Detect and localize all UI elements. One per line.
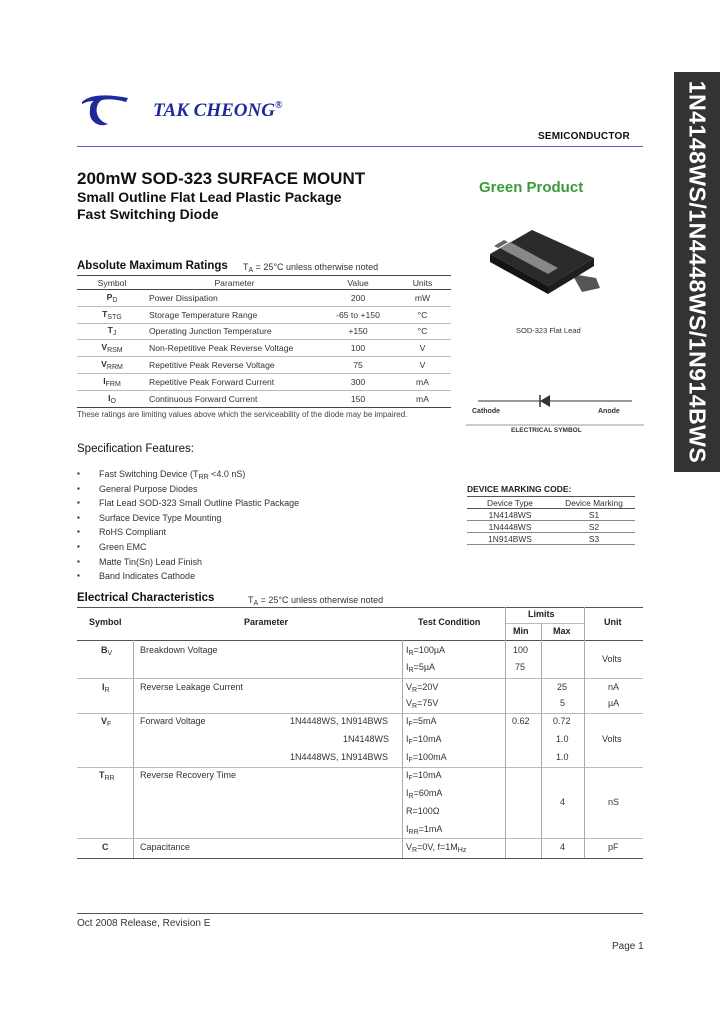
ir-test-1: $V_R=20V$ bbox=[406, 682, 439, 694]
bv-symbol: $B_V$ bbox=[101, 645, 113, 657]
footer-release: Oct 2008 Release, Revision E bbox=[77, 918, 211, 929]
ir-max-1: 25 bbox=[557, 682, 568, 692]
elec-col-symbol: Symbol bbox=[89, 617, 122, 627]
vf-test-3: $I_F=100mA$ bbox=[406, 752, 447, 764]
table-row: $P_D$ Power Dissipation 200 mW bbox=[77, 290, 451, 307]
vf-symbol: $V_F$ bbox=[101, 716, 112, 728]
list-item: ▪ Flat Lead SOD-323 Small Outline Plastic Package bbox=[77, 498, 397, 513]
table-row: 1N4148WS S1 bbox=[467, 509, 635, 521]
vf-device-3: 1N4448WS, 1N914BWS bbox=[290, 752, 389, 762]
trr-unit: nS bbox=[608, 797, 620, 807]
trr-test-3: R=100Ω bbox=[406, 806, 440, 816]
elec-condition: $T_A = 25^\circ C$ unless otherwise noted bbox=[248, 595, 384, 607]
abs-max-table bbox=[77, 275, 451, 408]
footer-rule bbox=[77, 913, 643, 914]
abs-max-condition: $T_A = 25^\circ C$ unless otherwise noted bbox=[243, 262, 379, 274]
list-item: ▪ RoHS Compliant bbox=[77, 527, 397, 542]
bv-min-2: 75 bbox=[515, 662, 526, 672]
vf-unit: Volts bbox=[602, 734, 622, 744]
elec-col-test: Test Condition bbox=[418, 617, 481, 627]
c-param: Capacitance bbox=[140, 842, 191, 852]
c-unit: pF bbox=[608, 842, 619, 852]
electrical-symbol bbox=[466, 387, 644, 427]
elec-col-max: Max bbox=[553, 626, 571, 636]
ir-test-2: $V_R=75V$ bbox=[406, 698, 439, 710]
trr-symbol: $T_{RR}$ bbox=[99, 770, 115, 782]
ir-param: Reverse Leakage Current bbox=[140, 682, 244, 692]
side-title: 1N4148WS/1N4448WS/1N914BWS bbox=[684, 80, 711, 464]
package-image bbox=[486, 222, 611, 304]
marking-table bbox=[467, 496, 635, 545]
anode-label: Anode bbox=[598, 408, 620, 415]
bv-min-1: 100 bbox=[513, 645, 529, 655]
elec-col-parameter: Parameter bbox=[244, 617, 289, 627]
bv-test-2: $I_R=5\mu A$ bbox=[406, 662, 436, 674]
subtitle-2: Fast Switching Diode bbox=[77, 206, 219, 222]
bv-param: Breakdown Voltage bbox=[140, 645, 218, 655]
marking-title: DEVICE MARKING CODE: bbox=[467, 484, 572, 494]
ir-unit-2: µA bbox=[608, 698, 620, 708]
ir-max-2: 5 bbox=[560, 698, 566, 708]
ir-unit-1: nA bbox=[608, 682, 620, 692]
elec-title: Electrical Characteristics bbox=[77, 592, 215, 604]
abs-max-footnote: These ratings are limiting values above which the serviceability of the diode may be impaired. bbox=[77, 410, 408, 419]
elec-col-unit: Unit bbox=[604, 617, 622, 627]
footer-page: Page 1 bbox=[612, 941, 644, 952]
list-item: ▪ Fast Switching Device ($T_{RR} <4.0$ nS) bbox=[77, 469, 397, 484]
vf-max-3: 1.0 bbox=[556, 752, 569, 762]
table-row: $I_O$ Continuous Forward Current 150 mA bbox=[77, 390, 451, 407]
c-test: $V_R=0V$, $f=1M_{Hz}$ bbox=[406, 842, 467, 854]
abs-max-title: Absolute Maximum Ratings bbox=[77, 260, 228, 272]
package-caption: SOD-323 Flat Lead bbox=[516, 326, 581, 335]
company-logo bbox=[80, 90, 130, 130]
elec-col-limits: Limits bbox=[528, 609, 555, 619]
spec-features-title: Specification Features: bbox=[77, 443, 194, 455]
company-name: TAK CHEONG® bbox=[153, 100, 283, 121]
trr-max: 4 bbox=[560, 797, 566, 807]
vf-max-1: 0.72 bbox=[553, 716, 571, 726]
list-item: ▪ Matte Tin(Sn) Lead Finish bbox=[77, 557, 397, 572]
green-product-label: Green Product bbox=[479, 179, 584, 196]
list-item: ▪ Green EMC bbox=[77, 542, 397, 557]
col-value: Value bbox=[322, 276, 394, 290]
page-title: 200mW SOD-323 SURFACE MOUNT bbox=[77, 169, 366, 188]
vf-max-2: 1.0 bbox=[556, 734, 569, 744]
subtitle-1: Small Outline Flat Lead Plastic Package bbox=[77, 189, 342, 205]
table-row: $V_{RRM}$ Repetitive Peak Reverse Voltage 75 V bbox=[77, 357, 451, 374]
col-symbol: Symbol bbox=[77, 276, 147, 290]
marking-header-row: Device Type Device Marking bbox=[467, 497, 635, 509]
table-row: $T_J$ Operating Junction Temperature +150 °C bbox=[77, 323, 451, 340]
abs-max-header-row bbox=[77, 276, 451, 290]
c-max: 4 bbox=[560, 842, 566, 852]
c-symbol: C bbox=[102, 842, 109, 852]
table-row: 1N4448WS S2 bbox=[467, 521, 635, 533]
bv-test-1: $I_R=100\mu A$ bbox=[406, 645, 446, 657]
vf-device-1: 1N4448WS, 1N914BWS bbox=[290, 716, 389, 726]
bv-unit: Volts bbox=[602, 654, 622, 664]
vf-test-1: $I_F=5mA$ bbox=[406, 716, 437, 728]
electrical-symbol-caption: ELECTRICAL SYMBOL bbox=[511, 427, 582, 434]
spec-features-list bbox=[77, 469, 397, 586]
ir-symbol: $I_R$ bbox=[102, 682, 110, 694]
vf-min-1: 0.62 bbox=[512, 716, 530, 726]
header-rule bbox=[77, 146, 643, 147]
vf-param: Forward Voltage bbox=[140, 716, 206, 726]
trr-test-2: $I_R=60mA$ bbox=[406, 788, 443, 800]
division-label: SEMICONDUCTOR bbox=[538, 131, 630, 142]
side-title-bar bbox=[674, 72, 720, 472]
trr-test-1: $I_F=10mA$ bbox=[406, 770, 442, 782]
table-row: $V_{RSM}$ Non-Repetitive Peak Reverse Voltage 100 V bbox=[77, 340, 451, 357]
trr-param: Reverse Recovery Time bbox=[140, 770, 237, 780]
list-item: ▪ Surface Device Type Mounting bbox=[77, 513, 397, 528]
col-units: Units bbox=[394, 276, 451, 290]
elec-col-min: Min bbox=[513, 626, 529, 636]
list-item: ▪ Band Indicates Cathode bbox=[77, 571, 397, 586]
col-parameter: Parameter bbox=[147, 276, 322, 290]
table-row: 1N914BWS S3 bbox=[467, 533, 635, 545]
cathode-label: Cathode bbox=[472, 408, 500, 415]
list-item: ▪ General Purpose Diodes bbox=[77, 484, 397, 499]
table-row: $I_{FRM}$ Repetitive Peak Forward Current 300 mA bbox=[77, 373, 451, 390]
vf-device-2: 1N4148WS bbox=[343, 734, 390, 744]
table-row: $T_{STG}$ Storage Temperature Range -65 to +150 °C bbox=[77, 306, 451, 323]
trr-test-4: $I_{RR}=1mA$ bbox=[406, 824, 443, 836]
vf-test-2: $I_F=10mA$ bbox=[406, 734, 442, 746]
